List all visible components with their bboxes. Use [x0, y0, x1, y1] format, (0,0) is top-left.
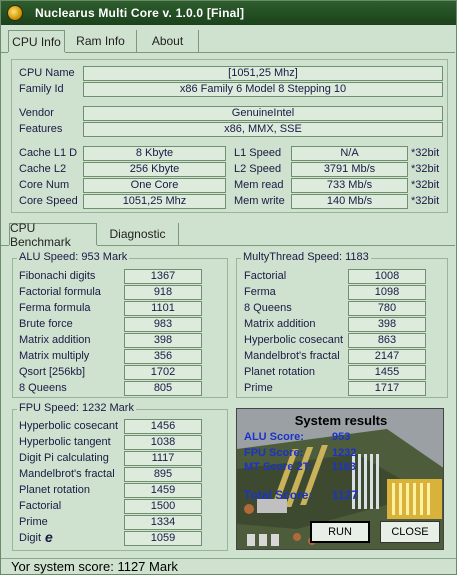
- family-id-label: Family Id: [19, 83, 64, 95]
- l2-speed-suffix: *32bit: [411, 163, 440, 175]
- multithread-row-label: Planet rotation: [244, 366, 315, 378]
- fpu-row-value: 895: [124, 467, 202, 482]
- cache-l2-value: 256 Kbyte: [83, 162, 226, 177]
- l1-speed-label: L1 Speed: [234, 147, 282, 159]
- fpu-row-label: Digit Pi calculating: [19, 452, 109, 464]
- mt-score-value: 1183: [332, 461, 356, 473]
- alu-row-value: 983: [124, 317, 202, 332]
- fpu-row-value: 1459: [124, 483, 202, 498]
- alu-row-label: Matrix addition: [19, 334, 91, 346]
- alu-row-value: 918: [124, 285, 202, 300]
- alu-row-label: Qsort [256kb]: [19, 366, 86, 378]
- core-num-value: One Core: [83, 178, 226, 193]
- fpu-row-value: 1500: [124, 499, 202, 514]
- fpu-row-value: 1334: [124, 515, 202, 530]
- alu-group-title: ALU Speed: 953 Mark: [19, 251, 128, 263]
- mem-read-label: Mem read: [234, 179, 284, 191]
- multithread-row-value: 863: [348, 333, 426, 348]
- mem-write-label: Mem write: [234, 195, 285, 207]
- alu-row-label: Ferma formula: [19, 302, 91, 314]
- multithread-row-label: Ferma: [244, 286, 276, 298]
- alu-score-label: ALU Score:: [244, 431, 304, 443]
- fpu-row-label: Planet rotation: [19, 484, 90, 496]
- features-value: x86, MMX, SSE: [83, 122, 443, 137]
- fpu-row-label: Factorial: [19, 500, 62, 512]
- window-title: Nuclearus Multi Core v. 1.0.0 [Final]: [35, 6, 245, 20]
- fpu-row-label: Hyperbolic cosecant: [19, 420, 119, 432]
- alu-row-value: 1101: [124, 301, 202, 316]
- core-num-label: Core Num: [19, 179, 70, 191]
- multithread-group-title: MultyThread Speed: 1183: [243, 251, 369, 263]
- fpu-row-label: Digit: [19, 532, 42, 544]
- status-bar: Yor system score: 1127 Mark: [1, 558, 456, 574]
- system-results-panel: [236, 408, 444, 550]
- title-bar: [1, 1, 456, 25]
- tab-cpu-info[interactable]: CPU Info: [8, 30, 65, 52]
- multithread-row-label: Factorial: [244, 270, 287, 282]
- fpu-row-value: 1038: [124, 435, 202, 450]
- l2-speed-value: 3791 Mb/s: [291, 162, 408, 177]
- fpu-row-value: 1456: [124, 419, 202, 434]
- multithread-row-label: Mandelbrot's fractal: [244, 350, 340, 362]
- cpu-name-label: CPU Name: [19, 67, 75, 79]
- multithread-row-value: 2147: [348, 349, 426, 364]
- app-logo-icon: [7, 5, 23, 21]
- multithread-row-value: 398: [348, 317, 426, 332]
- alu-score-value: 953: [332, 431, 351, 443]
- fpu-row-label: Prime: [19, 516, 48, 528]
- mem-write-suffix: *32bit: [411, 195, 440, 207]
- multithread-row-value: 1717: [348, 381, 426, 396]
- tab-about[interactable]: About: [137, 30, 199, 52]
- multithread-row-label: Prime: [244, 382, 273, 394]
- fpu-score-value: 1232: [332, 447, 357, 459]
- alu-row-value: 398: [124, 333, 202, 348]
- features-label: Features: [19, 123, 63, 135]
- family-id-value: x86 Family 6 Model 8 Stepping 10: [83, 82, 443, 97]
- l1-speed-suffix: *32bit: [411, 147, 440, 159]
- mem-write-value: 140 Mb/s: [291, 194, 408, 209]
- cache-l2-label: Cache L2: [19, 163, 67, 175]
- tab-diagnostic[interactable]: Diagnostic: [97, 223, 179, 245]
- alu-row-label: 8 Queens: [19, 382, 67, 394]
- digit-e-symbol: e: [45, 529, 53, 545]
- total-score-label: Total Score:: [244, 488, 313, 502]
- alu-row-value: 1367: [124, 269, 202, 284]
- system-results-title: System results: [294, 413, 388, 428]
- tab-ram-info[interactable]: Ram Info: [65, 30, 137, 52]
- cache-l1d-value: 8 Kbyte: [83, 146, 226, 161]
- mem-read-suffix: *32bit: [411, 179, 440, 191]
- alu-row-value: 356: [124, 349, 202, 364]
- multithread-row-label: Matrix addition: [244, 318, 316, 330]
- multithread-row-label: Hyperbolic cosecant: [244, 334, 344, 346]
- close-button[interactable]: CLOSE: [380, 521, 440, 543]
- vendor-label: Vendor: [19, 107, 54, 119]
- cache-l1d-label: Cache L1 D: [19, 147, 78, 159]
- l1-speed-value: N/A: [291, 146, 408, 161]
- multithread-row-value: 1098: [348, 285, 426, 300]
- fpu-row-value: 1117: [124, 451, 202, 466]
- alu-row-label: Factorial formula: [19, 286, 101, 298]
- alu-row-value: 1702: [124, 365, 202, 380]
- core-speed-label: Core Speed: [19, 195, 78, 207]
- mem-read-value: 733 Mb/s: [291, 178, 408, 193]
- fpu-row-label: Hyperbolic tangent: [19, 436, 111, 448]
- multithread-row-value: 1455: [348, 365, 426, 380]
- cpu-name-value: [1051,25 Mhz]: [83, 66, 443, 81]
- alu-row-value: 805: [124, 381, 202, 396]
- multithread-row-label: 8 Queens: [244, 302, 292, 314]
- alu-row-label: Brute force: [19, 318, 73, 330]
- vendor-value: GenuineIntel: [83, 106, 443, 121]
- fpu-row-value: 1059: [124, 531, 202, 546]
- core-speed-value: 1051,25 Mhz: [83, 194, 226, 209]
- fpu-group-title: FPU Speed: 1232 Mark: [19, 402, 134, 414]
- alu-row-label: Fibonachi digits: [19, 270, 96, 282]
- l2-speed-label: L2 Speed: [234, 163, 282, 175]
- alu-row-label: Matrix multiply: [19, 350, 90, 362]
- run-button[interactable]: RUN: [310, 521, 370, 543]
- fpu-score-label: FPU Score:: [244, 447, 304, 459]
- mt-score-label: MT Score 2T:: [244, 461, 312, 473]
- multithread-row-value: 1008: [348, 269, 426, 284]
- multithread-row-value: 780: [348, 301, 426, 316]
- total-score-value: 1127: [332, 488, 359, 502]
- fpu-row-label: Mandelbrot's fractal: [19, 468, 115, 480]
- tab-cpu-benchmark[interactable]: CPU Benchmark: [9, 223, 97, 245]
